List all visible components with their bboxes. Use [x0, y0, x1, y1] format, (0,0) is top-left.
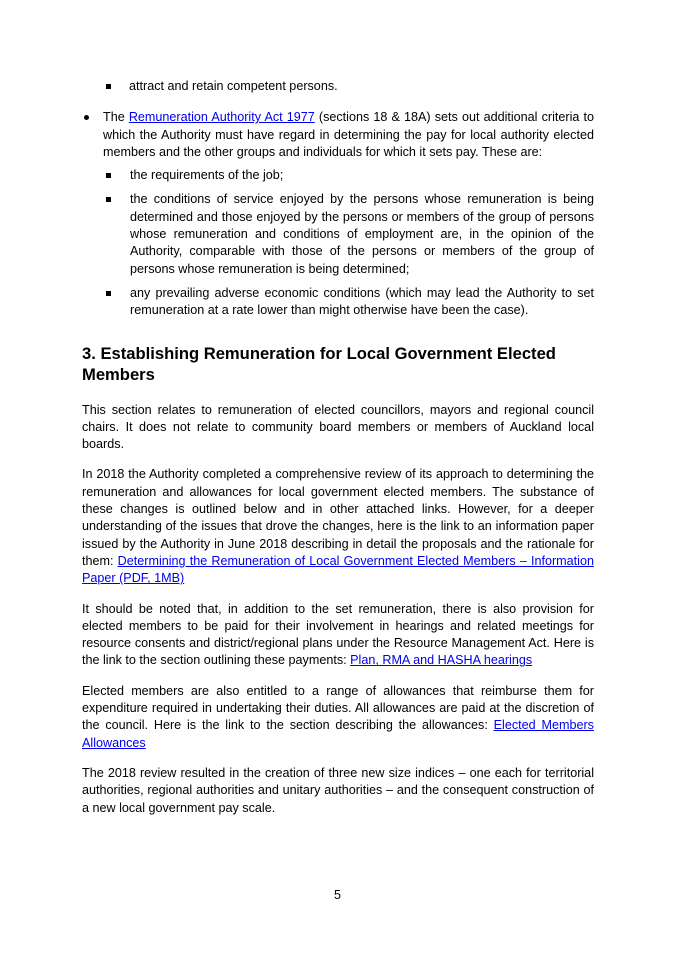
paragraph: This section relates to remuneration of elected councillors, mayors and regional council chairs. It does not relate to community board members or members of Auckland local boards. — [82, 402, 594, 452]
paragraph: It should be noted that, in addition to the set remuneration, there is also provision for elected members to be paid for their involvement in hearings and related meetings for resource consents and district/regional plans under the Resource Management Act. Here is the link to the section outlining these payments: Plan, RMA and HASHA hearings — [82, 601, 594, 668]
paragraph: The 2018 review resulted in the creation of three new size indices – one each for territorial authorities, regional authorities and unitary authorities – and the consequent construction of a new local government pay scale. — [82, 765, 594, 815]
paragraph: Elected members are also entitled to a range of allowances that reimburse them for expenditure required in undertaking their duties. All allowances are paid at the discretion of the council. Here is the link to the section describing the allowances: Elected Members Allowances — [82, 683, 594, 750]
square-bullet-icon — [106, 197, 111, 202]
round-bullet-icon — [84, 115, 89, 120]
hearings-link[interactable]: Plan, RMA and HASHA hearings — [350, 653, 533, 668]
paragraph: In 2018 the Authority completed a comprehensive review of its approach to determining the remuneration and allowances for local government elected members. The substance of these changes is outlined below and in other attached links. However, for a deeper understanding of the issues that drove the changes, here is the link to an information paper issued by the Authority in June 2018 describing in detail the proposals and the rationale for them: Determining the Remuneration of Local Government Elected Members – Information Paper (PDF, 1MB) — [82, 467, 594, 586]
list-item: the conditions of service enjoyed by the persons whose remuneration is being determined and those enjoyed by the persons or members of the group of persons whose remuneration and conditions of employment are, in the opinion of the Authority, comparable with those of the persons or members of the group of persons whose remuneration is being determined; — [103, 191, 594, 277]
info-paper-link[interactable]: Determining the Remuneration of Local Government Elected Members – Information Paper (PDF, 1MB) — [82, 553, 594, 586]
list-item-act: The Remuneration Authority Act 1977 (sections 18 & 18A) sets out additional criteria to which the Authority must have regard in determining the pay for local authority elected members and the other groups and individuals for which it sets pay. These are: — [82, 109, 594, 161]
document-body — [82, 78, 594, 817]
section-heading: 3. Establishing Remuneration for Local Government Elected Members — [82, 343, 556, 384]
list-item: any prevailing adverse economic conditions (which may lead the Authority to set remuneration at a rate lower than might otherwise have been the case). — [103, 285, 594, 320]
criteria-list — [103, 167, 594, 319]
list-item: attract and retain competent persons. — [82, 78, 594, 95]
square-bullet-icon — [106, 173, 111, 178]
act-link[interactable]: Remuneration Authority Act 1977 — [128, 110, 315, 125]
page-number: 5 — [333, 888, 341, 902]
list-item: the requirements of the job; — [103, 167, 594, 184]
square-bullet-icon — [106, 84, 111, 89]
allowances-link[interactable]: Elected Members Allowances — [82, 718, 594, 750]
square-bullet-icon — [106, 291, 111, 296]
